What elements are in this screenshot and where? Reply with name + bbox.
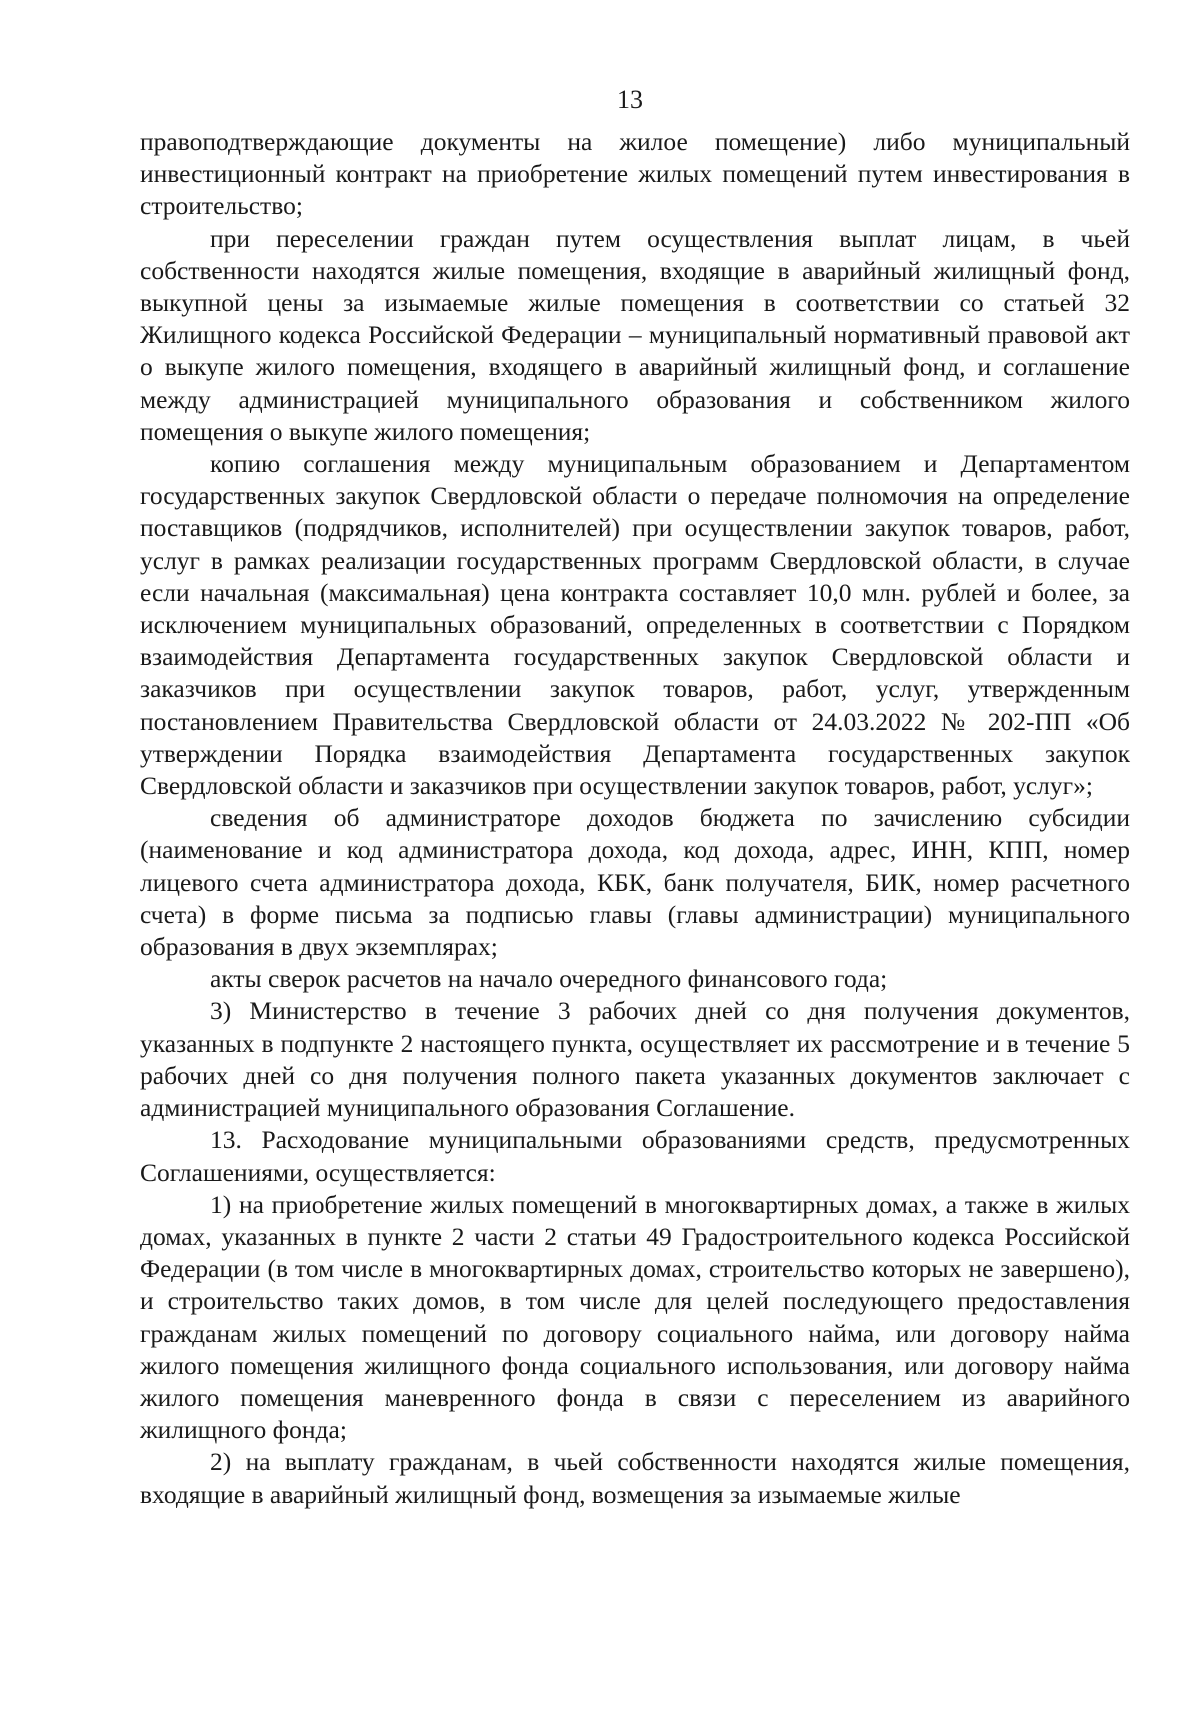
paragraph: 13. Расходование муниципальными образованиями средств, предусмотренных Соглашениями, осуществляется: [140,1125,1130,1187]
paragraph: 2) на выплату гражданам, в чьей собственности находятся жилые помещения, входящие в аварийный жилищный фонд, возмещения за изымаемые жилые [140,1447,1130,1509]
paragraph: копию соглашения между муниципальным образованием и Департаментом государственных закупок Свердловской области о передаче полномочия на определение поставщиков (подрядчиков, исполнителей) при осуществлении закупок товаров, работ, услуг в рамках реализации государственных программ Свердловской области, в случае если начальная (максимальная) цена контракта составляет 10,0 млн. рублей и более, за исключением муниципальных образований, определенных в соответствии с Порядком взаимодействия Департамента государственных закупок Свердловской области и заказчиков при осуществлении закупок товаров, работ, услуг, утвержденным постановлением Правительства Свердловской области от 24.03.2022 № 202-ПП «Об утверждении Порядка взаимодействия Департамента государственных закупок Свердловской области и заказчиков при осуществлении закупок товаров, работ, услуг»; [140,449,1130,801]
paragraph: правоподтверждающие документы на жилое помещение) либо муниципальный инвестиционный контракт на приобретение жилых помещений путем инвестирования в строительство; [140,127,1130,221]
page-number: 13 [617,85,643,114]
paragraph: акты сверок расчетов на начало очередного финансового года; [210,964,888,994]
paragraph: сведения об администраторе доходов бюджета по зачислению субсидии (наименование и код администратора дохода, код дохода, адрес, ИНН, КПП, номер лицевого счета администратора дохода, КБК, банк получателя, БИК, номер расчетного счета) в форме письма за подписью главы (главы администрации) муниципального образования в двух экземплярах; [140,803,1130,962]
document-body [140,126,1130,1511]
paragraph: 1) на приобретение жилых помещений в многоквартирных домах, а также в жилых домах, указанных в пункте 2 части 2 статьи 49 Градостроительного кодекса Российской Федерации (в том числе в многоквартирных домах, строительство которых не завершено), и строительство таких домов, в том числе для целей последующего предоставления гражданам жилых помещений по договору социального найма, или договору найма жилого помещения жилищного фонда социального использования, или договору найма жилого помещения маневренного фонда в связи с переселением из аварийного жилищного фонда; [140,1189,1130,1445]
paragraph: при переселении граждан путем осуществления выплат лицам, в чьей собственности находятся жилые помещения, входящие в аварийный жилищный фонд, выкупной цены за изымаемые жилые помещения в соответствии со статьей 32 Жилищного кодекса Российской Федерации – муниципальный нормативный правовой акт о выкупе жилого помещения, входящего в аварийный жилищный фонд, и соглашение между администрацией муниципального образования и собственником жилого помещения о выкупе жилого помещения; [140,223,1130,446]
paragraph: 3) Министерство в течение 3 рабочих дней со дня получения документов, указанных в подпункте 2 настоящего пункта, осуществляет их рассмотрение и в течение 5 рабочих дней со дня получения полного пакета указанных документов заключает с администрацией муниципального образования Соглашение. [140,996,1130,1123]
